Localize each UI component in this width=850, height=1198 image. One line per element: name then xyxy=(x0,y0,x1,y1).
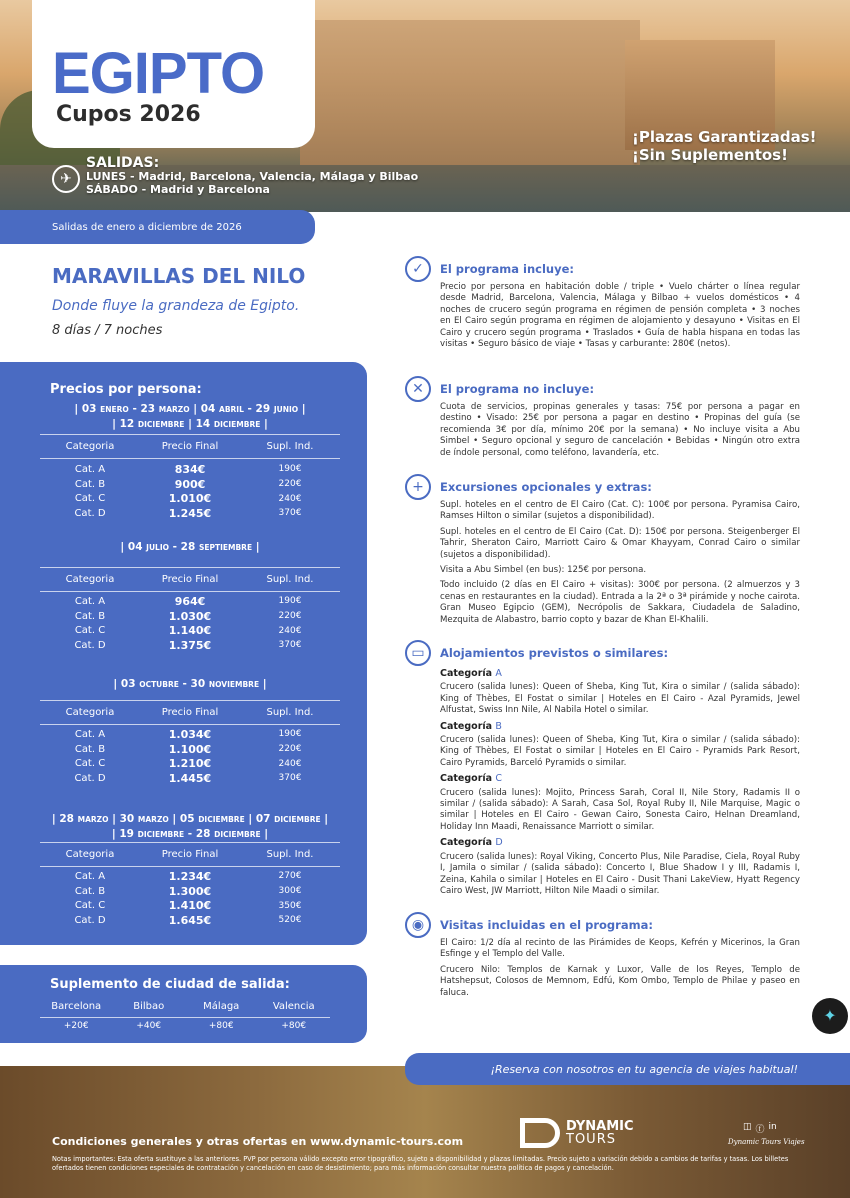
table-row xyxy=(40,609,340,624)
supplement-cell: 370€ xyxy=(278,773,302,784)
table-row xyxy=(40,623,340,638)
program-title: MARAVILLAS DEL NILO xyxy=(52,264,306,288)
table-row xyxy=(40,638,340,653)
city-supplement-title: Suplemento de ciudad de salida: xyxy=(50,977,290,992)
category-cell: Cat. C xyxy=(74,493,106,505)
supplement-cell: 220€ xyxy=(278,611,302,622)
price-table-header xyxy=(40,700,340,725)
table-row xyxy=(40,771,340,786)
category-cell: Cat. B xyxy=(74,610,106,622)
price-cell: 1.300€ xyxy=(168,884,212,898)
supplement-cell: 370€ xyxy=(278,640,302,651)
category-cell: Cat. C xyxy=(74,625,106,637)
price-cell: 1.100€ xyxy=(168,742,212,756)
price-period-label: | 04 JULIO - 28 SEPTIEMBRE | xyxy=(120,541,260,553)
category-cell: Cat. B xyxy=(74,885,106,897)
column-header: Precio Final xyxy=(161,574,219,585)
table-row xyxy=(40,506,340,521)
supplement-cell: 520€ xyxy=(278,915,302,926)
plus-circle-icon: + xyxy=(405,474,431,500)
category-cell: Cat. C xyxy=(74,900,106,912)
price-cell: 1.210€ xyxy=(168,757,212,771)
column-header: Supl. Ind. xyxy=(266,849,314,860)
price-panel xyxy=(0,362,367,945)
linkedin-icon[interactable]: in xyxy=(768,1122,777,1132)
price-table-header xyxy=(40,842,340,867)
plane-icon: ✈ xyxy=(52,165,80,193)
reserva-banner: ¡Reserva con nosotros en tu agencia de viajes habitual! xyxy=(405,1053,850,1085)
program-duration: 8 días / 7 noches xyxy=(52,323,163,338)
departures: SALIDAS: LUNES - Madrid, Barcelona, Valencia, Málaga y Bilbao SÁBADO - Madrid y Barcelona xyxy=(86,155,419,196)
supplement-cell: 220€ xyxy=(278,479,302,490)
supplement-cell: 240€ xyxy=(278,625,302,636)
location-pin-icon: ◉ xyxy=(405,912,431,938)
category-cell: Cat. A xyxy=(74,728,106,740)
supplement-cell: 300€ xyxy=(278,886,302,897)
table-row xyxy=(40,869,340,884)
price-cell: 1.034€ xyxy=(168,727,212,741)
table-row xyxy=(40,727,340,742)
table-row xyxy=(40,477,340,492)
category-cell: Cat. B xyxy=(74,478,106,490)
city-supplement-panel xyxy=(0,965,367,1043)
table-row xyxy=(40,756,340,771)
price-table-header xyxy=(40,434,340,459)
city-values: +20€ +40€ +80€ +80€ xyxy=(63,1021,307,1031)
price-period-label: | 03 OCTUBRE - 30 NOVIEMBRE | xyxy=(113,678,267,690)
city-header: Barcelona Bilbao Málaga Valencia xyxy=(40,1001,330,1018)
column-header: Precio Final xyxy=(161,707,219,718)
legal-notes: Notas importantes: Esta oferta sustituye a las anteriores. PVP por persona válido excepto error tipográfico, sujeto a disponibilidad y plazas limitadas. Precio sujeto a variación debido a cambios de tarifas y tasas. Los billetes ofertados tienen condiciones especiales de contratación y cancelación en caso de desistimiento; para más información consultar nuestra política de pagos y cancelación. xyxy=(52,1155,789,1172)
category-cell: Cat. D xyxy=(74,914,106,926)
table-row xyxy=(40,491,340,506)
category-cell: Cat. B xyxy=(74,743,106,755)
instagram-icon[interactable]: ◫ xyxy=(743,1122,752,1132)
table-row xyxy=(40,898,340,913)
supplement-cell: 350€ xyxy=(278,900,302,911)
price-cell: 1.645€ xyxy=(168,913,212,927)
footer-image xyxy=(0,1066,850,1198)
supplement-cell: 240€ xyxy=(278,758,302,769)
price-cell: 1.030€ xyxy=(168,609,212,623)
category-cell: Cat. D xyxy=(74,772,106,784)
price-cell: 1.140€ xyxy=(168,624,212,638)
table-row xyxy=(40,884,340,899)
column-header: Categoria xyxy=(65,441,115,452)
supplement-cell: 190€ xyxy=(278,729,302,740)
column-header: Precio Final xyxy=(161,441,219,452)
price-cell: 1.234€ xyxy=(168,869,212,883)
price-cell: 1.375€ xyxy=(168,638,212,652)
table-row xyxy=(40,462,340,477)
category-cell: Cat. D xyxy=(74,507,106,519)
supplement-cell: 220€ xyxy=(278,744,302,755)
price-cell: 900€ xyxy=(174,477,206,491)
x-circle-icon: ✕ xyxy=(405,376,431,402)
table-row xyxy=(40,913,340,928)
column-header: Categoria xyxy=(65,849,115,860)
conditions-link[interactable]: Condiciones generales y otras ofertas en www.dynamic-tours.com xyxy=(52,1135,464,1148)
price-table-header xyxy=(40,567,340,592)
social-links xyxy=(743,1122,777,1135)
destination-title: EGIPTO xyxy=(52,41,265,106)
category-cell: Cat. A xyxy=(74,595,106,607)
program-tagline: Donde fluye la grandeza de Egipto. xyxy=(52,298,300,314)
category-cell: Cat. C xyxy=(74,758,106,770)
price-cell: 964€ xyxy=(174,594,206,608)
column-header: Supl. Ind. xyxy=(266,441,314,452)
floating-assistant-button[interactable]: ✦ xyxy=(812,998,848,1034)
column-header: Categoria xyxy=(65,574,115,585)
supplement-cell: 190€ xyxy=(278,596,302,607)
supplement-cell: 370€ xyxy=(278,508,302,519)
column-header: Precio Final xyxy=(161,849,219,860)
departure-range-tab: Salidas de enero a diciembre de 2026 xyxy=(0,210,315,244)
check-circle-icon: ✓ xyxy=(405,256,431,282)
supplement-cell: 270€ xyxy=(278,871,302,882)
price-cell: 1.245€ xyxy=(168,506,212,520)
column-header: Supl. Ind. xyxy=(266,707,314,718)
table-row xyxy=(40,594,340,609)
column-header: Supl. Ind. xyxy=(266,574,314,585)
facebook-icon[interactable]: ⓕ xyxy=(755,1125,765,1135)
bed-icon: ▭ xyxy=(405,640,431,666)
destination-subtitle: Cupos 2026 xyxy=(56,102,201,127)
supplement-cell: 240€ xyxy=(278,493,302,504)
category-cell: Cat. D xyxy=(74,639,106,651)
guarantee-badge: ¡Plazas Garantizadas! ¡Sin Suplementos! xyxy=(632,128,817,164)
price-cell: 1.010€ xyxy=(168,492,212,506)
column-header: Categoria xyxy=(65,707,115,718)
table-row xyxy=(40,742,340,757)
brand-name: Dynamic Tours Viajes xyxy=(728,1138,805,1146)
category-cell: Cat. A xyxy=(74,463,106,475)
price-cell: 834€ xyxy=(174,462,206,476)
price-cell: 1.445€ xyxy=(168,771,212,785)
price-period-label: | 03 ENERO - 23 MARZO | 04 ABRIL - 29 JUNIO | | 12 DICIEMBRE | 14 DICIEMBRE | xyxy=(74,403,306,430)
dynamic-tours-logo: DYNAMIC TOURS xyxy=(520,1118,634,1148)
price-cell: 1.410€ xyxy=(168,899,212,913)
supplement-cell: 190€ xyxy=(278,464,302,475)
price-period-label: | 28 MARZO | 30 MARZO | 05 DICIEMBRE | 07 DICIEMBRE | | 19 DICIEMBRE - 28 DICIEMBRE | xyxy=(51,813,329,840)
category-cell: Cat. A xyxy=(74,870,106,882)
price-panel-title: Precios por persona: xyxy=(50,382,202,397)
